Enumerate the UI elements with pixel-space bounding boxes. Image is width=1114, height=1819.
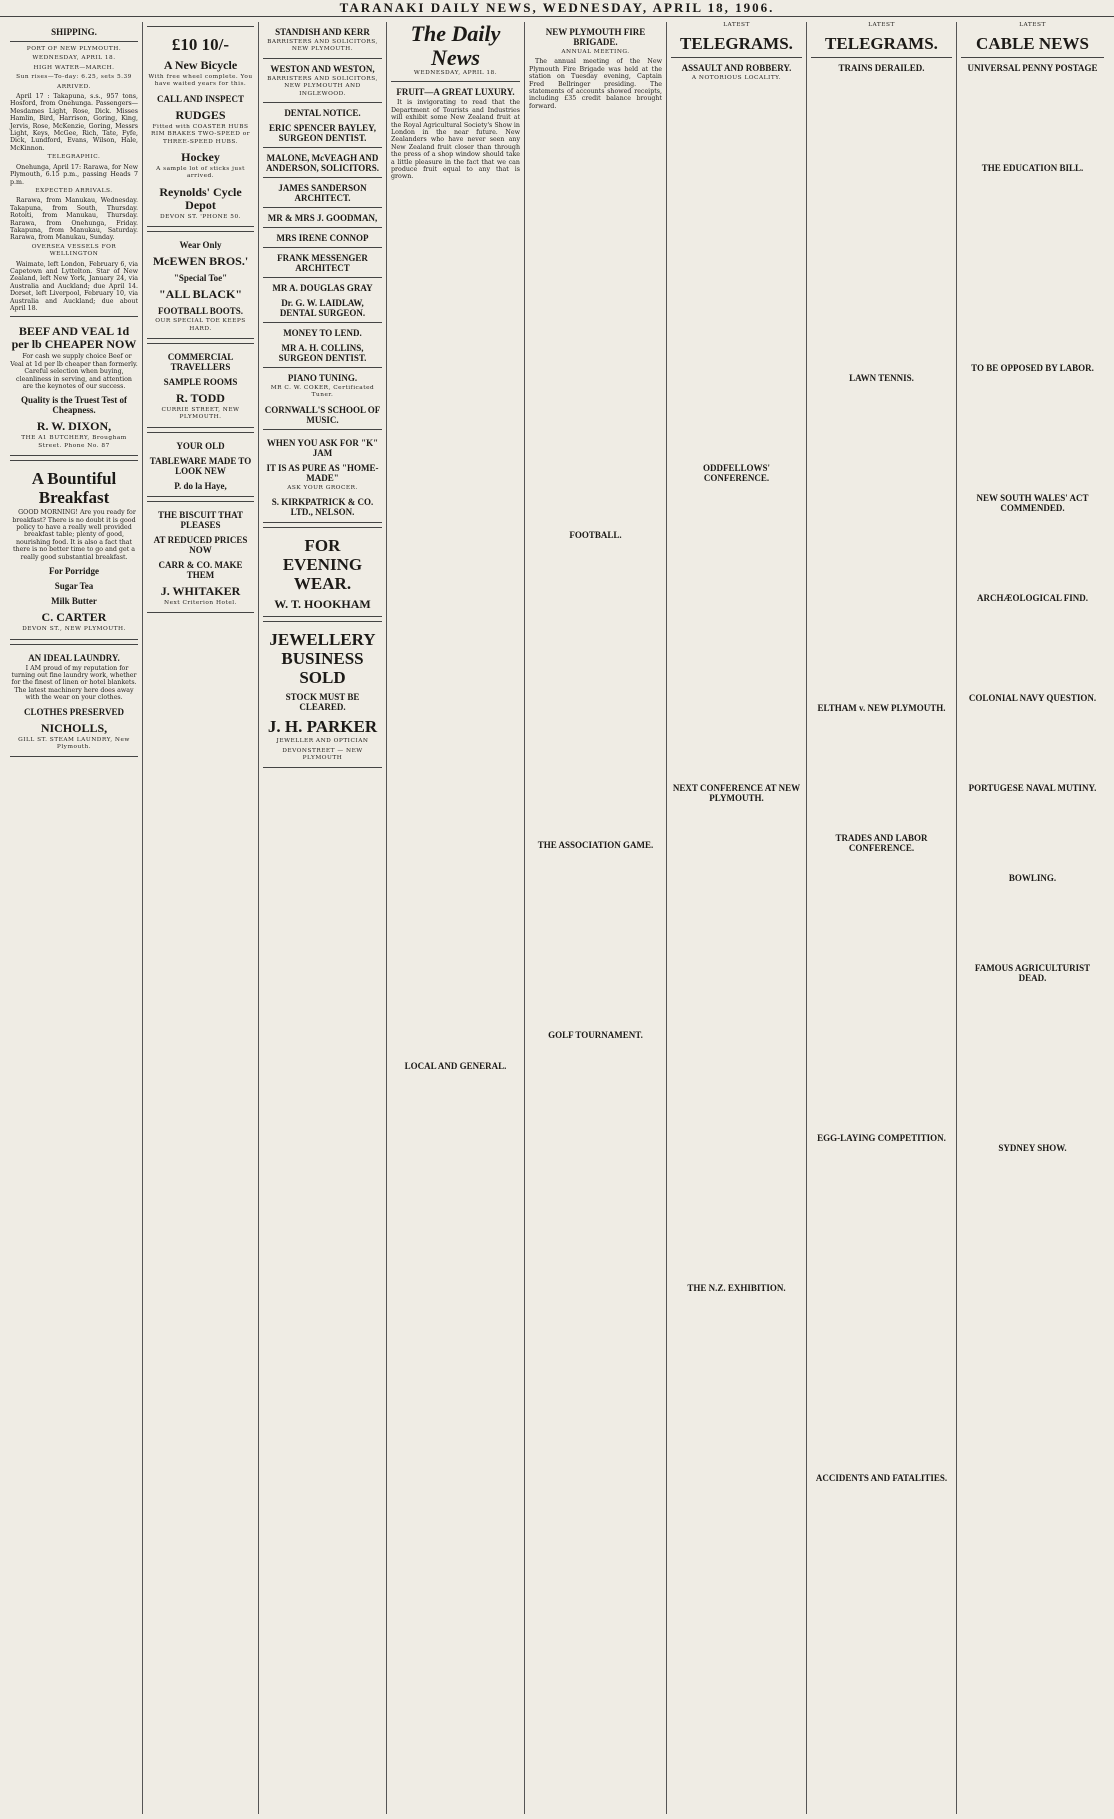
- kirkpatrick: S. KIRKPATRICK & CO. LTD., NELSON.: [271, 497, 374, 518]
- sydney-heading: SYDNEY SHOW.: [998, 1143, 1067, 1154]
- columns: [6, 22, 1108, 1814]
- messenger: FRANK MESSENGER ARCHITECT: [277, 253, 368, 274]
- goodman: MR & MRS J. GOODMAN,: [267, 213, 378, 224]
- keeps-hard: OUR SPECIAL TOE KEEPS HARD.: [155, 318, 246, 332]
- nicholls-address: GILL ST. STEAM LAUNDRY, New Plymouth.: [18, 736, 130, 750]
- reduced: AT REDUCED PRICES NOW: [153, 534, 248, 555]
- famous-heading: FAMOUS AGRICULTURIST DEAD.: [974, 963, 1091, 984]
- telegraphic-heading: TELEGRAPHIC.: [47, 154, 101, 161]
- rudges-sub: Fitted with COASTER HUBS RIM BRAKES TWO-SPEED or THREE-SPEED HUBS.: [151, 123, 250, 145]
- football-heading: FOOTBALL.: [569, 530, 622, 541]
- arrived-text: April 17 : Takapuna, s.s., 957 tons, Hosford, from Onehunga. Passengers—Mesdames Light, Rose, Dick. Misses Hamlin, Bird, Harrison, Goring, King, Jervis, Rose, McKenzie, Goring, Messrs Light, Keys, McGee, Rich, Tate, Fyfe, Dick, Lundford, Evans, Wilson, Hale, McKinnon.: [10, 93, 138, 152]
- column-fire-brigade: [525, 22, 666, 1814]
- paper-title: The Daily News: [410, 22, 501, 70]
- reynolds: Reynolds' Cycle Depot: [159, 184, 242, 212]
- money: MONEY TO LEND.: [283, 328, 362, 339]
- opposed-heading: TO BE OPPOSED BY LABOR.: [971, 363, 1094, 374]
- telegrams-1: TELEGRAMS.: [680, 34, 793, 54]
- lead-text: It is invigorating to read that the Department of Tourists and Industries will exhibit some New Zealand fruit at the Royal Agricultural Society's Show in London in the near future. New Zealanders who have never seen any New Zealand fruit closer than through the press of a shop window should take a little pleasure in the fact that we can produce fruit equal to any that is grown.: [391, 99, 520, 181]
- special-toe: "Special Toe": [173, 273, 228, 284]
- next-conference: NEXT CONFERENCE AT NEW PLYMOUTH.: [672, 782, 801, 803]
- beef-ad: [10, 316, 138, 456]
- fire-heading: NEW PLYMOUTH FIRE BRIGADE.: [545, 27, 646, 47]
- nicholls-name: NICHOLLS,: [40, 720, 108, 735]
- portugese-heading: PORTUGESE NAVAL MUTINY.: [968, 783, 1097, 794]
- todd-sub: CURRIE STREET, NEW PLYMOUTH.: [161, 407, 240, 421]
- bicycle-price: £10 10/-: [171, 35, 230, 54]
- oversea-text: Waimate, left London, February 6, via Capetown and Lyttelton. Star of New Zealand, left New York, January 24, via Australia and Auckland; due April 14. Dorset, left Liverpool, February 10, via Australia and Auckland; due about April 18.: [10, 260, 138, 312]
- dixon-address: THE A1 BUTCHERY, Brougham Street. Phone No. 87: [21, 435, 127, 449]
- pure: IT IS AS PURE AS "HOME-MADE": [266, 462, 379, 483]
- bowling-heading: BOWLING.: [1008, 873, 1057, 884]
- dixon-name: R. W. DIXON,: [36, 419, 112, 434]
- bicycle-ad: [147, 26, 254, 227]
- todd-ad: [147, 343, 254, 428]
- trades-heading: TRADES AND LABOR CONFERENCE.: [835, 833, 928, 854]
- all-black: "ALL BLACK": [158, 287, 242, 302]
- connop: MRS IRENE CONNOP: [276, 233, 369, 244]
- lawn-heading: LAWN TENNIS.: [849, 373, 914, 384]
- education-heading: THE EDUCATION BILL.: [981, 163, 1084, 174]
- commercial: COMMERCIAL TRAVELLERS: [167, 352, 234, 373]
- whitaker-sub: Next Criterion Hotel.: [164, 599, 237, 606]
- penny-heading: UNIVERSAL PENNY POSTAGE: [967, 63, 1098, 74]
- cornwall: CORNWALL'S SCHOOL OF MUSIC.: [264, 404, 381, 425]
- quality-title: Quality is the Truest Test of Cheapness.: [21, 395, 127, 416]
- standish: STANDISH AND KERR: [275, 27, 370, 37]
- fire-sub: ANNUAL MEETING.: [561, 49, 630, 55]
- sanderson: JAMES SANDERSON ARCHITECT.: [278, 183, 367, 204]
- egg-heading: EGG-LAYING COMPETITION.: [817, 1133, 946, 1144]
- assoc-heading: THE ASSOCIATION GAME.: [537, 840, 654, 851]
- column-professional: [259, 22, 386, 1814]
- bicycle-sub: With free wheel complete. You have waited years for this.: [148, 74, 253, 88]
- mcewen: McEWEN BROS.': [152, 254, 249, 269]
- oddfellows-heading: ODDFELLOWS' CONFERENCE.: [702, 462, 770, 483]
- porridge-label: For Porridge: [48, 566, 100, 577]
- port-date: WEDNESDAY, APRIL 18.: [32, 55, 116, 62]
- hockey: Hockey: [181, 150, 220, 165]
- editorial-date: WEDNESDAY, APRIL 18.: [413, 70, 498, 76]
- laundry-text: I AM proud of my reputation for turning out fine laundry work, whether for the finest of linen or hotel blankets. The latest machinery here does away with the wear on your clothes.: [11, 664, 137, 702]
- devon-street: DEVONSTREET — NEW PLYMOUTH: [282, 747, 363, 762]
- expected-heading: EXPECTED ARRIVALS.: [35, 187, 113, 194]
- naval-heading: COLONIAL NAVY QUESTION.: [968, 693, 1097, 704]
- tides-heading: HIGH WATER—MARCH.: [33, 64, 115, 71]
- laundry-ad: [10, 644, 138, 758]
- exhibition-heading: THE N.Z. EXHIBITION.: [687, 1282, 786, 1293]
- dental-notice: DENTAL NOTICE.: [284, 108, 361, 119]
- standish-sub: BARRISTERS AND SOLICITORS, NEW PLYMOUTH.: [267, 39, 378, 53]
- ask-grocer: ASK YOUR GROCER.: [287, 484, 358, 491]
- coker: MR C. W. COKER, Certificated Tuner.: [270, 385, 375, 399]
- nsw-heading: NEW SOUTH WALES' ACT COMMENDED.: [976, 493, 1089, 514]
- latest-1: LATEST: [723, 22, 750, 28]
- laundry-title: AN IDEAL LAUNDRY.: [28, 652, 120, 663]
- shipping-title: SHIPPING.: [51, 27, 97, 37]
- arch-heading: ARCHÆOLOGICAL FIND.: [976, 593, 1088, 604]
- carter-address: DEVON ST., NEW PLYMOUTH.: [22, 626, 126, 633]
- column-cable: [957, 22, 1108, 1814]
- when-ask: WHEN YOU ASK FOR "K" JAM: [266, 437, 379, 458]
- sun-times: Sun rises—To-day: 6.25, sets 5.39: [16, 74, 132, 81]
- breakfast-text: GOOD MORNING! Are you ready for breakfast? There is no doubt it is good policy to have a really well provided breakfast table; plenty of good, nourishing food. It is also a fact that there is no better time to go and get a really good substantial breakfast.: [12, 509, 136, 561]
- golf-heading: GOLF TOURNAMENT.: [548, 1030, 643, 1041]
- call-inspect: CALL AND INSPECT: [156, 93, 245, 104]
- accidents-heading: ACCIDENTS AND FATALITIES.: [815, 1473, 948, 1484]
- trains-heading: TRAINS DERAILED.: [838, 63, 925, 74]
- column-telegrams-2: [807, 22, 956, 1814]
- de-la-haye: P. do la Haye,: [174, 480, 227, 491]
- evening: FOR EVENING WEAR.: [282, 536, 363, 594]
- weston-sub: BARRISTERS AND SOLICITORS, NEW PLYMOUTH AND INGLEWOOD.: [267, 75, 378, 97]
- gray: MR A. DOUGLAS GRAY: [272, 283, 373, 294]
- expected-text: Rarawa, from Manukau, Wednesday. Takapuna, from South, Thursday. Rotoiti, from Manukau, Thursday. Rarawa, from Onehunga, Friday. Takapuna, from Manukau, Saturday. Rarawa, from Manukau, Sunday.: [10, 197, 138, 242]
- todd: R. TODD: [176, 391, 225, 406]
- telegrams-2: TELEGRAMS.: [825, 34, 938, 54]
- beef-text: For cash we supply choice Beef or Veal at 1d per lb cheaper than formerly. Careful selection when buying, cleanliness in serving, and attention are the keynotes of our success.: [10, 353, 138, 391]
- breakfast-title: A Bountiful Breakfast: [31, 469, 117, 508]
- carr: CARR & CO. MAKE THEM: [158, 559, 243, 580]
- telegraphic-text: Onehunga, April 17: Rarawa, for New Plymouth, 6.15 p.m., passing Heads 7 p.m.: [10, 163, 138, 186]
- fire-text: The annual meeting of the New Plymouth Fire Brigade was held at the station on Tuesday evening, Captain Fred Bellringer presiding. The statements of accounts showed receipts, including £35 credit balance brought forward.: [529, 58, 662, 110]
- local-heading: LOCAL AND GENERAL.: [404, 1060, 507, 1071]
- masthead: TARANAKI DAILY NEWS, WEDNESDAY, APRIL 18, 1906.: [0, 0, 1114, 17]
- clothes-title: CLOTHES PRESERVED: [24, 706, 124, 717]
- breakfast-ad: [10, 460, 138, 639]
- collins: MR A. H. COLLINS, SURGEON DENTIST.: [278, 343, 367, 364]
- wear-only: Wear Only: [179, 240, 222, 251]
- weston: WESTON AND WESTON,: [270, 63, 375, 74]
- evening-ad: [263, 527, 382, 617]
- eltham-heading: ELTHAM v. NEW PLYMOUTH.: [817, 703, 946, 714]
- oversea-heading: OVERSEA VESSELS FOR WELLINGTON: [31, 243, 117, 258]
- jewellery-ad: [263, 621, 382, 768]
- column-shipping: [6, 22, 142, 1814]
- column-ads-1: [143, 22, 258, 1814]
- latest-2: LATEST: [868, 22, 895, 28]
- port-heading: PORT OF NEW PLYMOUTH.: [26, 46, 122, 52]
- jam-ad: [263, 429, 382, 523]
- football-boots: FOOTBALL BOOTS.: [157, 306, 244, 317]
- cable-news: CABLE NEWS: [976, 34, 1089, 54]
- latest-3: LATEST: [1019, 22, 1046, 28]
- jewellery: JEWELLERY BUSINESS SOLD: [269, 630, 376, 688]
- sugar-label: Sugar Tea: [54, 581, 94, 592]
- hookham: W. T. HOOKHAM: [274, 597, 371, 612]
- assault-heading: ASSAULT AND ROBBERY.: [681, 63, 792, 74]
- column-telegrams-1: [667, 22, 806, 1814]
- tableware-ad: [147, 432, 254, 497]
- rudges: RUDGES: [175, 107, 226, 122]
- stock: STOCK MUST BE CLEARED.: [285, 692, 360, 713]
- reynolds-sub: DEVON ST. 'PHONE 50.: [160, 213, 241, 220]
- boots-ad: [147, 231, 254, 339]
- beef-title: BEEF AND VEAL 1d per lb CHEAPER NOW: [11, 324, 137, 352]
- sample-rooms: SAMPLE ROOMS: [163, 377, 238, 388]
- whitaker: J. WHITAKER: [160, 583, 241, 598]
- column-editorial: [387, 22, 524, 1814]
- arrived-heading: ARRIVED.: [57, 83, 91, 90]
- biscuit-ad: [147, 501, 254, 613]
- malone: MALONE, McVEAGH AND ANDERSON, SOLICITORS.: [265, 153, 380, 174]
- piano: PIANO TUNING.: [287, 373, 358, 384]
- biscuit-title: THE BISCUIT THAT PLEASES: [157, 509, 244, 530]
- laidlaw: Dr. G. W. LAIDLAW, DENTAL SURGEON.: [279, 298, 366, 319]
- lead-heading: FRUIT—A GREAT LUXURY.: [396, 87, 515, 98]
- carter-name: C. CARTER: [41, 610, 107, 625]
- hockey-sub: A sample lot of sticks just arrived.: [156, 166, 245, 180]
- assault-sub: A NOTORIOUS LOCALITY.: [691, 75, 782, 82]
- bayley: ERIC SPENCER BAYLEY, SURGEON DENTIST.: [268, 123, 377, 144]
- tableware: TABLEWARE MADE TO LOOK NEW: [149, 455, 252, 476]
- bicycle-title: A New Bicycle: [163, 58, 238, 72]
- parker-sub: JEWELLER AND OPTICIAN: [276, 738, 369, 745]
- your-old: YOUR OLD: [176, 440, 225, 451]
- milk-label: Milk Butter: [51, 596, 97, 607]
- parker: J. H. PARKER: [267, 717, 378, 737]
